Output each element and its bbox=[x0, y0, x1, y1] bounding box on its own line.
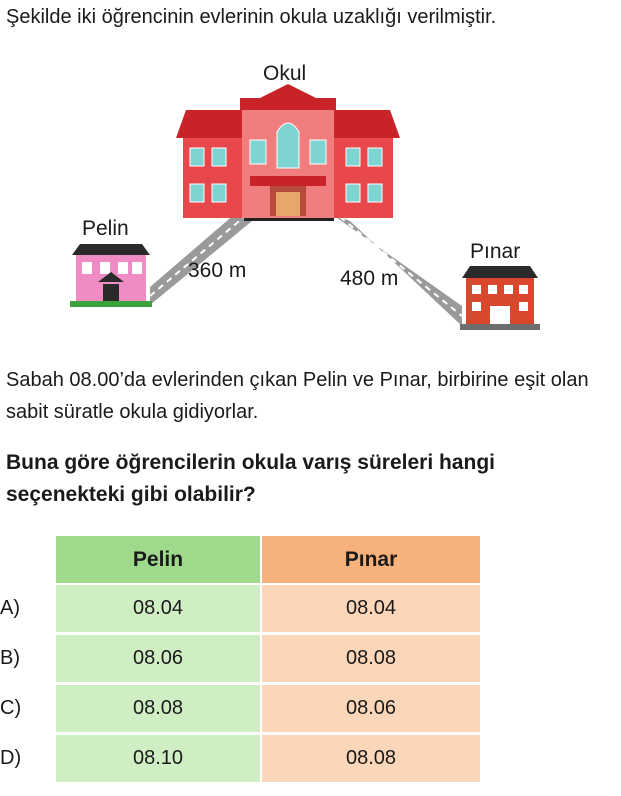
option-row-b[interactable] bbox=[0, 635, 621, 682]
pinar-time: 08.08 bbox=[262, 635, 480, 682]
pelin-time: 08.08 bbox=[56, 685, 260, 732]
header-pinar: Pınar bbox=[262, 536, 480, 583]
option-letter: C) bbox=[0, 697, 22, 719]
option-row-d[interactable] bbox=[0, 735, 621, 782]
pinar-time: 08.04 bbox=[262, 585, 480, 632]
option-row-a[interactable] bbox=[0, 585, 621, 632]
pelin-time: 08.10 bbox=[56, 735, 260, 782]
school-building-icon bbox=[176, 84, 400, 221]
pelin-house-icon bbox=[70, 244, 152, 307]
intro-text: Şekilde iki öğrencinin evlerinin okula uzaklığı verilmiştir. bbox=[6, 6, 497, 28]
pinar-time: 08.08 bbox=[262, 735, 480, 782]
figure-illustration bbox=[0, 50, 621, 350]
option-letter: A) bbox=[0, 597, 20, 619]
pelin-label: Pelin bbox=[82, 217, 129, 240]
problem-paragraph: Sabah 08.00’da evlerinden çıkan Pelin ve Pınar, birbirine eşit olan sabit süratle okula gidiyorlar. bbox=[6, 369, 589, 423]
option-letter: B) bbox=[0, 647, 20, 669]
question-text: Buna göre öğrencilerin okula varış süreleri hangi seçenekteki gibi olabilir? bbox=[6, 451, 495, 506]
distance-pinar-label: 480 m bbox=[340, 267, 399, 290]
pelin-time: 08.04 bbox=[56, 585, 260, 632]
option-letter: D) bbox=[0, 747, 22, 769]
pinar-label: Pınar bbox=[470, 240, 521, 263]
pinar-time: 08.06 bbox=[262, 685, 480, 732]
school-label: Okul bbox=[263, 62, 307, 85]
distance-pelin-label: 360 m bbox=[188, 259, 247, 282]
option-row-c[interactable] bbox=[0, 685, 621, 732]
pelin-time: 08.06 bbox=[56, 635, 260, 682]
header-pelin: Pelin bbox=[56, 536, 260, 583]
options-table bbox=[0, 536, 621, 786]
pinar-house-icon bbox=[460, 266, 540, 330]
